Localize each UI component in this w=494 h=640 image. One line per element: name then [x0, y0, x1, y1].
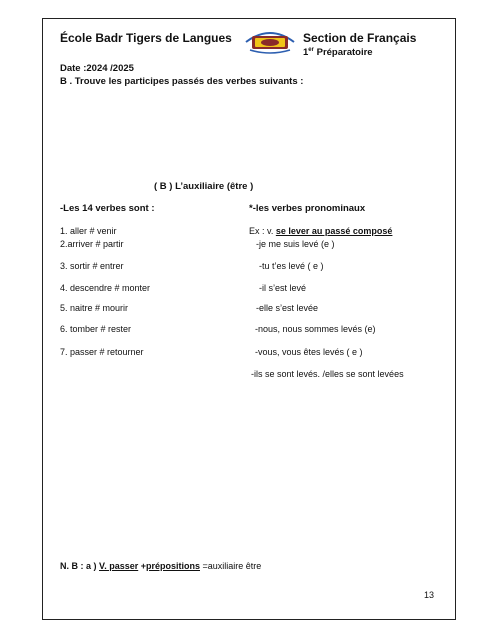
pronominal-heading: *-les verbes pronominaux: [249, 203, 366, 214]
verb-pair-7: 7. passer # retourner: [60, 347, 144, 357]
verb-pair-4: 4. descendre # monter: [60, 283, 151, 293]
verb-pair-1: 1. aller # venir: [60, 226, 117, 236]
page-border: [42, 18, 456, 620]
example-line: Ex : v. se lever au passé composé: [249, 226, 393, 236]
conjugation-tu: -tu t’es levé ( e ): [259, 261, 324, 271]
page-number: 13: [424, 590, 435, 600]
grade-label: 1er Préparatoire: [303, 47, 373, 59]
verb-pair-2: 2.arriver # partir: [60, 239, 124, 249]
exercise-instruction: B . Trouve les participes passés des verbes suivants :: [60, 76, 304, 87]
conjugation-elle: -elle s’est levée: [256, 303, 319, 313]
verb-pair-3: 3. sortir # entrer: [60, 261, 124, 271]
auxiliary-heading: ( B ) L’auxiliaire (être ): [154, 181, 254, 192]
school-logo-icon: [244, 28, 296, 54]
conjugation-ils-elles: -ils se sont levés. /elles se sont levées: [251, 369, 404, 379]
date-label: Date :2024 /2025: [60, 63, 134, 74]
note-line: N. B : a ) V. passer +prépositions =auxiliaire être: [60, 561, 262, 571]
conjugation-je: -je me suis levé (e ): [256, 239, 335, 249]
section-title: Section de Français: [303, 31, 417, 45]
verbs-list-heading: -Les 14 verbes sont :: [60, 203, 155, 214]
school-name: École Badr Tigers de Langues: [60, 31, 232, 45]
conjugation-nous: -nous, nous sommes levés (e): [255, 324, 376, 334]
verb-pair-6: 6. tomber # rester: [60, 324, 132, 334]
conjugation-vous: -vous, vous êtes levés ( e ): [255, 347, 363, 357]
verb-pair-5: 5. naitre # mourir: [60, 303, 129, 313]
conjugation-il: -il s’est levé: [259, 283, 307, 293]
